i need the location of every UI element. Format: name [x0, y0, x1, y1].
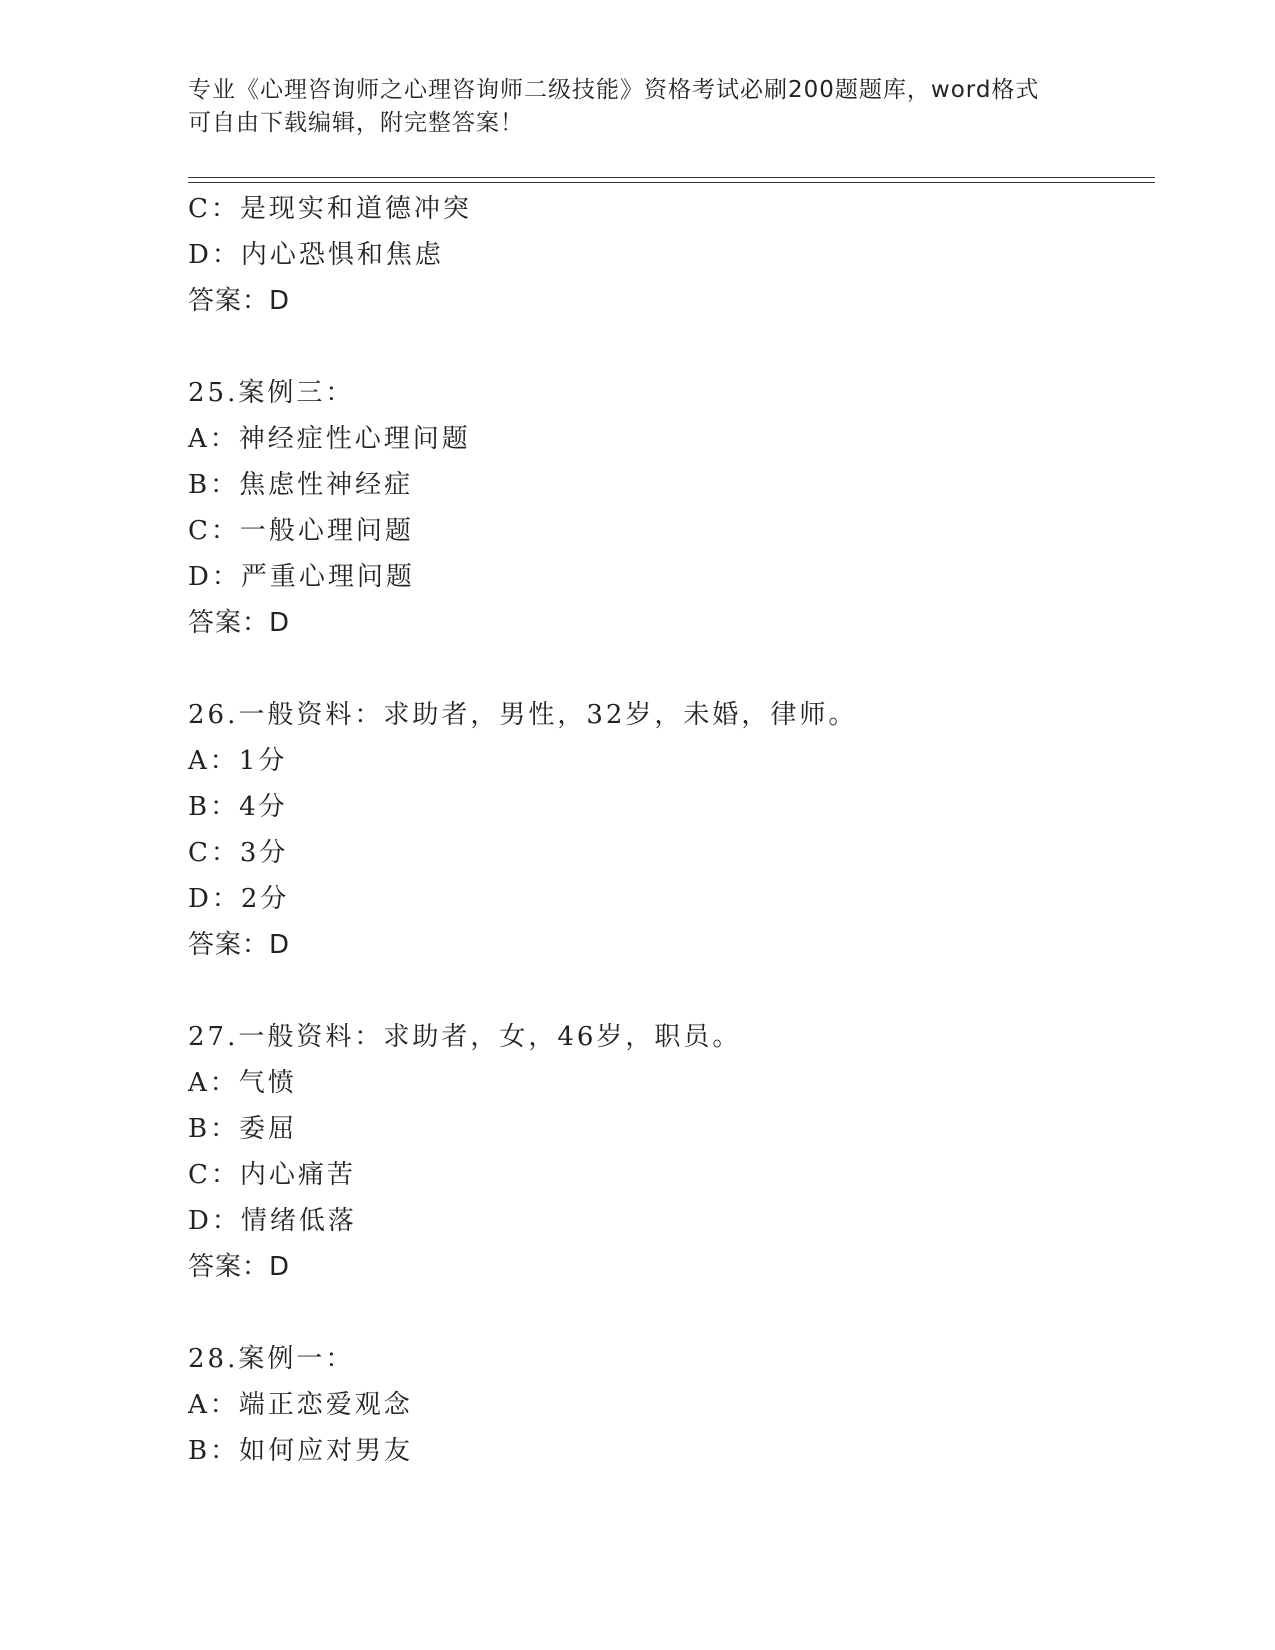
option-c: C：是现实和道德冲突	[188, 194, 472, 224]
spacer	[188, 646, 1148, 692]
answer-line: 答案：D	[188, 930, 291, 960]
option-b: B：如何应对男友	[188, 1436, 414, 1466]
option-a: A：1分	[188, 746, 288, 776]
question-list	[188, 186, 1148, 1474]
question-stem: 28.案例一：	[188, 1344, 355, 1374]
option-d: D：内心恐惧和焦虑	[188, 240, 444, 270]
answer-line: 答案：D	[188, 1252, 291, 1282]
question-stem: 27.一般资料：求助者，女，46岁，职员。	[188, 1022, 742, 1052]
option-c: C：3分	[188, 838, 289, 868]
option-b: B：委屈	[188, 1114, 298, 1144]
option-b: B：4分	[188, 792, 288, 822]
answer-line: 答案：D	[188, 608, 291, 638]
answer-line: 答案：D	[188, 286, 291, 316]
question-block-27	[188, 1014, 1148, 1290]
header-line-1: 专业《心理咨询师之心理咨询师二级技能》资格考试必刷200题题库，word格式	[188, 77, 1040, 103]
option-c: C：内心痛苦	[188, 1160, 356, 1190]
option-c: C：一般心理问题	[188, 516, 414, 546]
option-a: A：端正恋爱观念	[188, 1390, 413, 1420]
question-block-25	[188, 370, 1148, 646]
spacer	[188, 1290, 1148, 1336]
option-d: D：情绪低落	[188, 1206, 357, 1236]
spacer	[188, 324, 1148, 370]
question-block-26	[188, 692, 1148, 968]
spacer	[188, 968, 1148, 1014]
document-header	[188, 74, 1068, 140]
header-divider-bottom	[188, 182, 1155, 183]
option-d: D：严重心理问题	[188, 562, 415, 592]
option-b: B：焦虑性神经症	[188, 470, 414, 500]
question-stem: 25.案例三：	[188, 378, 355, 408]
question-block-28	[188, 1336, 1148, 1474]
header-line-2: 可自由下载编辑，附完整答案！	[188, 110, 524, 136]
header-divider-top	[188, 177, 1155, 178]
option-d: D：2分	[188, 884, 290, 914]
question-stem: 26.一般资料：求助者，男性，32岁，未婚，律师。	[188, 700, 858, 730]
option-a: A：气愤	[188, 1068, 297, 1098]
question-block-continued	[188, 186, 1148, 324]
option-a: A：神经症性心理问题	[188, 424, 471, 454]
